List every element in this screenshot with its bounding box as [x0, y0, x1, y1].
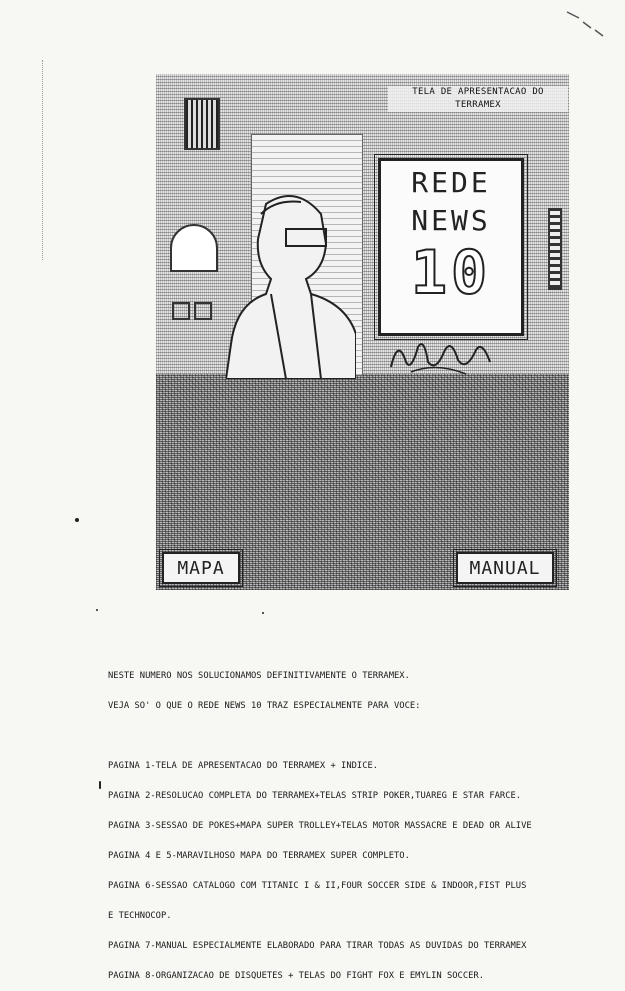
- logo-word-news: NEWS: [411, 204, 491, 237]
- window-grid-icon: [184, 98, 220, 150]
- page-index-line: E TECHNOCOP.: [108, 911, 172, 921]
- scan-margin-line: [42, 60, 44, 260]
- small-box-icon: [172, 302, 190, 320]
- rede-news-logo: [378, 158, 524, 336]
- screen-title-label: [388, 86, 568, 112]
- slider-bar-icon: [548, 208, 562, 290]
- screen-title-line: TELA DE APRESENTACAO DO: [412, 87, 544, 97]
- scan-speck: [75, 518, 79, 522]
- mapa-button: MAPA: [162, 552, 240, 584]
- page-index-line: PAGINA 1-TELA DE APRESENTACAO DO TERRAMEX + INDICE.: [108, 761, 379, 771]
- game-screen-image: [156, 74, 569, 590]
- page-index-line: PAGINA 3-SESSAO DE POKES+MAPA SUPER TROLLEY+TELAS MOTOR MASSACRE E DEAD OR ALIVE: [108, 821, 532, 831]
- page-index-line: PAGINA 6-SESSAO CATALOGO COM TITANIC I & II,FOUR SOCCER SIDE & INDOOR,FIST PLUS: [108, 881, 527, 891]
- scan-corner-mark: [565, 8, 605, 38]
- screen-title-line: TERRAMEX: [455, 100, 501, 110]
- page-index-line: PAGINA 4 E 5-MARAVILHOSO MAPA DO TERRAMEX SUPER COMPLETO.: [108, 851, 410, 861]
- page-index-line: PAGINA 8-ORGANIZACAO DE DISQUETES + TELAS DO FIGHT FOX E EMYLIN SOCCER.: [108, 971, 485, 981]
- intro-line: VEJA SO' O QUE O REDE NEWS 10 TRAZ ESPECIALMENTE PARA VOCE:: [108, 701, 421, 711]
- page-index-line: PAGINA 7-MANUAL ESPECIALMENTE ELABORADO PARA TIRAR TODAS AS DUVIDAS DO TERRAMEX: [108, 941, 527, 951]
- scan-speck: [96, 609, 98, 611]
- intro-line: NESTE NUMERO NOS SOLUCIONAMOS DEFINITIVAMENTE O TERRAMEX.: [108, 671, 410, 681]
- scan-speck: [99, 781, 101, 789]
- professor-figure: [226, 184, 356, 379]
- index-text-block: [108, 651, 620, 991]
- manual-button: MANUAL: [456, 552, 554, 584]
- signature-scribble: [386, 332, 496, 377]
- small-box-icon: [194, 302, 212, 320]
- logo-word-rede: REDE: [411, 166, 491, 199]
- scan-speck: [262, 612, 264, 614]
- page-index-line: PAGINA 2-RESOLUCAO COMPLETA DO TERRAMEX+TELAS STRIP POKER,TUAREG E STAR FARCE.: [108, 791, 522, 801]
- dial-icon: [170, 224, 218, 272]
- logo-issue-number: 10: [410, 238, 492, 308]
